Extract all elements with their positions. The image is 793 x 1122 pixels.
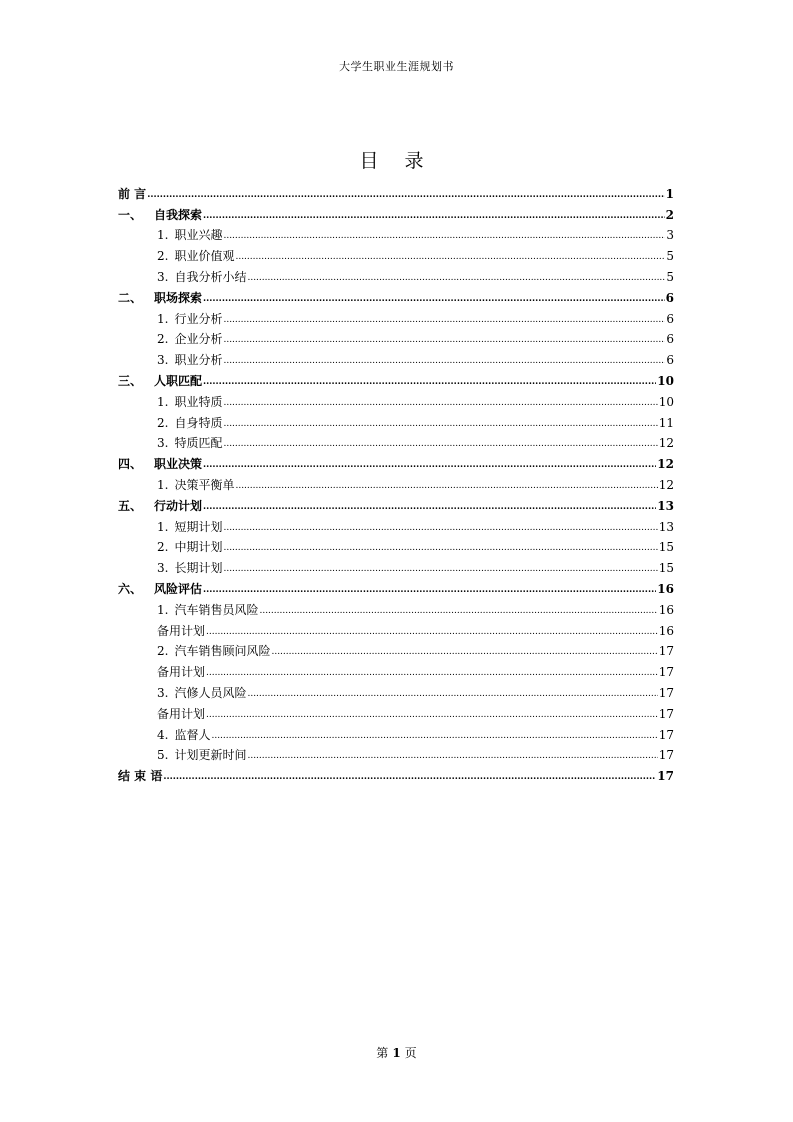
toc-entry-number: 五、 <box>118 498 143 513</box>
toc-section-entry[interactable] <box>118 326 674 347</box>
toc-entry-number: 3. <box>157 561 169 576</box>
toc-entry-title: 汽车销售顾问风险 <box>174 644 271 659</box>
toc-entry-number: 3. <box>157 269 169 284</box>
toc-entry-page: 17 <box>658 685 674 700</box>
toc-entry-page: 5 <box>666 269 674 284</box>
toc-entry-page: 12 <box>658 477 674 492</box>
toc-entry-title: 特质匹配 <box>174 436 223 451</box>
toc-entry-title: 自身特质 <box>174 415 223 430</box>
toc-entry-title: 职业兴趣 <box>174 228 223 243</box>
toc-entry-title: 前 言 <box>118 186 147 201</box>
toc-section-entry[interactable] <box>118 513 674 534</box>
toc-entry-number: 二、 <box>118 290 143 305</box>
toc-section-entry[interactable] <box>118 388 674 409</box>
table-of-contents <box>118 180 674 783</box>
toc-leader-dots <box>203 502 656 513</box>
toc-entry-page: 3 <box>666 228 674 243</box>
toc-entry-title: 短期计划 <box>174 519 223 534</box>
toc-entry-title: 决策平衡单 <box>174 477 235 492</box>
toc-leader-dots <box>206 627 658 638</box>
toc-entry-title: 职业分析 <box>174 353 223 368</box>
toc-leader-dots <box>223 523 657 534</box>
page-footer <box>0 1044 793 1061</box>
toc-leader-dots <box>223 356 665 367</box>
toc-entry-title: 职业特质 <box>174 394 223 409</box>
toc-entry-number: 2. <box>157 415 169 430</box>
toc-entry-number: 四、 <box>118 457 143 472</box>
toc-entry-title: 职场探索 <box>154 290 203 305</box>
toc-leader-dots <box>235 252 665 263</box>
toc-section-entry[interactable] <box>118 658 674 679</box>
toc-entry-page: 13 <box>657 498 674 513</box>
toc-leader-dots <box>247 751 657 762</box>
toc-entry-title: 风险评估 <box>154 581 203 596</box>
toc-entry-title: 汽修人员风险 <box>174 685 247 700</box>
toc-leader-dots <box>223 419 657 430</box>
toc-entry-page: 10 <box>657 373 674 388</box>
toc-leader-dots <box>235 481 657 492</box>
toc-entry-page: 16 <box>658 602 674 617</box>
toc-entry-page: 6 <box>666 353 674 368</box>
toc-leader-dots <box>206 710 658 721</box>
toc-entry-title: 备用计划 <box>157 623 206 638</box>
toc-leader-dots <box>206 668 658 679</box>
toc-entry-page: 16 <box>657 581 674 596</box>
toc-chapter-entry[interactable] <box>118 450 674 471</box>
toc-entry-number: 六、 <box>118 581 143 596</box>
toc-entry-page: 15 <box>658 561 674 576</box>
toc-entry-page: 10 <box>658 394 674 409</box>
toc-entry-page: 17 <box>658 748 674 763</box>
toc-entry-title: 职业决策 <box>154 457 203 472</box>
toc-section-entry[interactable] <box>118 430 674 451</box>
toc-entry-title: 人职匹配 <box>154 373 203 388</box>
toc-entry-title: 行业分析 <box>174 311 223 326</box>
toc-chapter-entry[interactable] <box>118 492 674 513</box>
toc-entry-title: 长期计划 <box>174 561 223 576</box>
toc-section-entry[interactable] <box>118 596 674 617</box>
toc-entry-number: 2. <box>157 644 169 659</box>
toc-entry-page: 12 <box>658 436 674 451</box>
toc-leader-dots <box>203 585 656 596</box>
page-header: 大学生职业生涯规划书 <box>339 60 454 73</box>
toc-chapter-entry[interactable] <box>118 575 674 596</box>
toc-entry-title: 汽车销售员风险 <box>174 602 259 617</box>
toc-entry-title: 中期计划 <box>174 540 223 555</box>
toc-leader-dots <box>211 731 657 742</box>
toc-entry-page: 15 <box>658 540 674 555</box>
toc-entry-number: 1. <box>157 394 169 409</box>
toc-entry-page: 17 <box>658 727 674 742</box>
toc-entry-number: 1. <box>157 519 169 534</box>
footer-page-number: 1 <box>392 1046 401 1060</box>
toc-entry-number: 1. <box>157 477 169 492</box>
toc-entry-number: 2. <box>157 332 169 347</box>
toc-section-entry[interactable] <box>118 242 674 263</box>
toc-entry-number: 1. <box>157 602 169 617</box>
toc-leader-dots <box>223 543 657 554</box>
toc-leader-dots <box>223 398 657 409</box>
toc-entry-page: 6 <box>665 290 674 305</box>
toc-chapter-entry[interactable] <box>118 762 674 783</box>
toc-section-entry[interactable] <box>118 305 674 326</box>
toc-entry-title: 备用计划 <box>157 665 206 680</box>
toc-entry-page: 12 <box>657 457 674 472</box>
footer-prefix: 第 <box>376 1046 389 1060</box>
toc-chapter-entry[interactable] <box>118 284 674 305</box>
toc-entry-page: 16 <box>658 623 674 638</box>
toc-chapter-entry[interactable] <box>118 367 674 388</box>
toc-entry-page: 17 <box>658 665 674 680</box>
toc-entry-title: 企业分析 <box>174 332 223 347</box>
toc-leader-dots <box>203 460 656 471</box>
toc-entry-title: 备用计划 <box>157 706 206 721</box>
toc-entry-page: 1 <box>665 186 674 201</box>
toc-section-entry[interactable] <box>118 638 674 659</box>
toc-section-entry[interactable] <box>118 617 674 638</box>
toc-section-entry[interactable] <box>118 679 674 700</box>
toc-section-entry[interactable] <box>118 409 674 430</box>
toc-entry-title: 职业价值观 <box>174 249 235 264</box>
toc-entry-number: 1. <box>157 311 169 326</box>
toc-entry-number: 3. <box>157 353 169 368</box>
toc-section-entry[interactable] <box>118 471 674 492</box>
toc-entry-page: 13 <box>658 519 674 534</box>
toc-leader-dots <box>247 273 665 284</box>
toc-entry-number: 3. <box>157 436 169 451</box>
toc-entry-page: 17 <box>657 769 674 784</box>
toc-entry-title: 结 束 语 <box>118 769 163 784</box>
toc-entry-page: 17 <box>658 644 674 659</box>
toc-section-entry[interactable] <box>118 554 674 575</box>
toc-leader-dots <box>203 294 665 305</box>
toc-entry-number: 1. <box>157 228 169 243</box>
toc-chapter-entry[interactable] <box>118 180 674 201</box>
toc-leader-dots <box>147 190 664 201</box>
toc-entry-title: 计划更新时间 <box>174 748 247 763</box>
toc-title: 目 录 <box>359 150 434 172</box>
toc-leader-dots <box>163 772 656 783</box>
toc-section-entry[interactable] <box>118 222 674 243</box>
toc-leader-dots <box>203 377 656 388</box>
toc-entry-page: 6 <box>666 332 674 347</box>
toc-leader-dots <box>223 439 657 450</box>
toc-leader-dots <box>271 647 657 658</box>
toc-section-entry[interactable] <box>118 742 674 763</box>
toc-entry-title: 行动计划 <box>154 498 203 513</box>
toc-leader-dots <box>223 564 657 575</box>
toc-entry-title: 自我探索 <box>154 207 203 222</box>
toc-leader-dots <box>223 231 665 242</box>
toc-entry-title: 自我分析小结 <box>174 269 247 284</box>
toc-entry-number: 3. <box>157 685 169 700</box>
toc-entry-number: 2. <box>157 249 169 264</box>
toc-entry-page: 2 <box>665 207 674 222</box>
toc-entry-number: 2. <box>157 540 169 555</box>
toc-entry-number: 5. <box>157 748 169 763</box>
toc-section-entry[interactable] <box>118 700 674 721</box>
toc-entry-number: 一、 <box>118 207 143 222</box>
toc-entry-number: 4. <box>157 727 169 742</box>
toc-entry-number: 三、 <box>118 373 143 388</box>
toc-entry-page: 17 <box>658 706 674 721</box>
toc-leader-dots <box>203 211 665 222</box>
toc-leader-dots <box>223 315 665 326</box>
toc-entry-title: 监督人 <box>174 727 211 742</box>
toc-leader-dots <box>259 606 657 617</box>
toc-section-entry[interactable] <box>118 263 674 284</box>
toc-section-entry[interactable] <box>118 721 674 742</box>
toc-entry-page: 5 <box>666 249 674 264</box>
toc-section-entry[interactable] <box>118 534 674 555</box>
toc-entry-page: 11 <box>658 415 674 430</box>
toc-chapter-entry[interactable] <box>118 201 674 222</box>
toc-section-entry[interactable] <box>118 346 674 367</box>
toc-entry-page: 6 <box>666 311 674 326</box>
footer-suffix: 页 <box>404 1046 417 1060</box>
toc-leader-dots <box>223 335 665 346</box>
toc-leader-dots <box>247 689 657 700</box>
